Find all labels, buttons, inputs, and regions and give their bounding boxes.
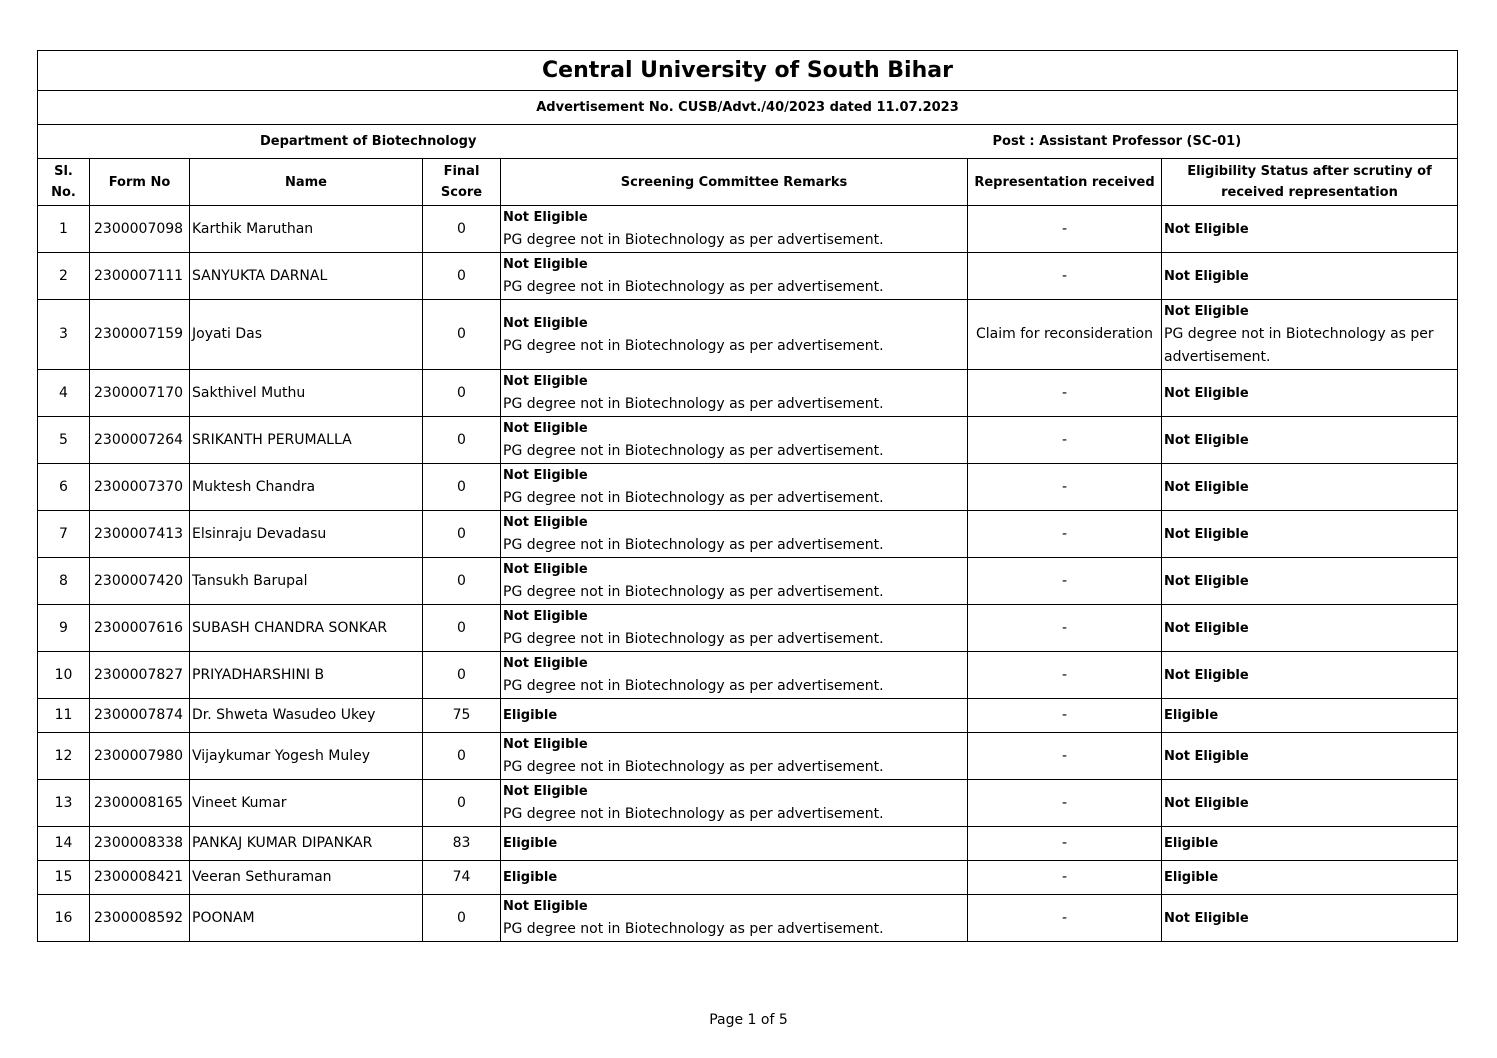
form-number: 2300007264	[90, 417, 190, 464]
screening-remarks	[501, 780, 968, 827]
eligibility-status	[1162, 699, 1458, 733]
final-score: 0	[423, 511, 501, 558]
form-number: 2300007098	[90, 206, 190, 253]
candidate-name: SANYUKTA DARNAL	[190, 253, 423, 300]
status-value: Not Eligible	[1164, 479, 1249, 495]
candidate-name: SRIKANTH PERUMALLA	[190, 417, 423, 464]
post-label: Post : Assistant Professor (SC-01)	[968, 125, 1458, 159]
remark-status: Not Eligible	[503, 656, 588, 671]
table-row	[38, 780, 1458, 827]
candidate-name: PRIYADHARSHINI B	[190, 652, 423, 699]
serial-number: 2	[38, 253, 90, 300]
form-number: 2300008421	[90, 861, 190, 895]
serial-number: 16	[38, 895, 90, 942]
candidate-name: Vijaykumar Yogesh Muley	[190, 733, 423, 780]
form-number: 2300008165	[90, 780, 190, 827]
remark-detail: PG degree not in Biotechnology as per advertisement.	[503, 537, 884, 553]
form-number: 2300008338	[90, 827, 190, 861]
final-score: 0	[423, 605, 501, 652]
table-row	[38, 895, 1458, 942]
serial-number: 4	[38, 370, 90, 417]
form-number: 2300008592	[90, 895, 190, 942]
form-number: 2300007980	[90, 733, 190, 780]
remark-status: Not Eligible	[503, 609, 588, 624]
eligibility-status	[1162, 464, 1458, 511]
col-header-sno	[38, 159, 90, 206]
status-value: Not Eligible	[1164, 795, 1249, 811]
eligibility-status	[1162, 206, 1458, 253]
remark-status: Not Eligible	[503, 899, 588, 914]
representation-received: -	[968, 605, 1162, 652]
serial-number: 11	[38, 699, 90, 733]
remark-detail: PG degree not in Biotechnology as per advertisement.	[503, 631, 884, 647]
representation-received: -	[968, 370, 1162, 417]
table-row	[38, 253, 1458, 300]
screening-remarks	[501, 699, 968, 733]
serial-number: 9	[38, 605, 90, 652]
final-score: 75	[423, 699, 501, 733]
remark-detail: PG degree not in Biotechnology as per advertisement.	[503, 490, 884, 506]
form-number: 2300007420	[90, 558, 190, 605]
col-header-score-line2: Score	[440, 185, 483, 200]
eligibility-status	[1162, 253, 1458, 300]
screening-remarks	[501, 733, 968, 780]
remark-detail: PG degree not in Biotechnology as per advertisement.	[503, 396, 884, 412]
screening-remarks	[501, 206, 968, 253]
table-row	[38, 827, 1458, 861]
serial-number: 1	[38, 206, 90, 253]
candidate-name: Dr. Shweta Wasudeo Ukey	[190, 699, 423, 733]
status-value: Not Eligible	[1164, 304, 1249, 319]
screening-remarks	[501, 558, 968, 605]
department-label: Department of Biotechnology	[38, 125, 968, 159]
col-header-final-score	[423, 159, 501, 206]
col-header-score-line1: Final	[443, 164, 480, 179]
serial-number: 14	[38, 827, 90, 861]
final-score: 0	[423, 558, 501, 605]
col-header-sno-line1: Sl.	[54, 164, 73, 179]
form-number: 2300007111	[90, 253, 190, 300]
table-row	[38, 511, 1458, 558]
candidate-name: Sakthivel Muthu	[190, 370, 423, 417]
candidate-name: Elsinraju Devadasu	[190, 511, 423, 558]
eligibility-status	[1162, 827, 1458, 861]
status-value: Not Eligible	[1164, 910, 1249, 926]
serial-number: 6	[38, 464, 90, 511]
serial-number: 13	[38, 780, 90, 827]
screening-remarks	[501, 300, 968, 370]
eligibility-status	[1162, 861, 1458, 895]
eligibility-status	[1162, 511, 1458, 558]
final-score: 0	[423, 733, 501, 780]
col-header-sno-line2: No.	[51, 185, 76, 200]
status-value: Eligible	[1164, 870, 1219, 885]
remark-status: Not Eligible	[503, 468, 588, 483]
col-header-remarks: Screening Committee Remarks	[501, 159, 968, 206]
candidate-name: Muktesh Chandra	[190, 464, 423, 511]
representation-received: Claim for reconsideration	[968, 300, 1162, 370]
eligibility-status	[1162, 558, 1458, 605]
representation-received: -	[968, 558, 1162, 605]
representation-received: -	[968, 464, 1162, 511]
university-title: Central University of South Bihar	[38, 51, 1458, 91]
remark-detail: PG degree not in Biotechnology as per advertisement.	[503, 279, 884, 295]
form-number: 2300007413	[90, 511, 190, 558]
status-value: Not Eligible	[1164, 748, 1249, 764]
serial-number: 15	[38, 861, 90, 895]
final-score: 83	[423, 827, 501, 861]
serial-number: 3	[38, 300, 90, 370]
table-row	[38, 370, 1458, 417]
eligibility-table	[37, 50, 1458, 942]
status-detail-line2: advertisement.	[1164, 349, 1271, 365]
serial-number: 8	[38, 558, 90, 605]
remark-status: Not Eligible	[503, 515, 588, 530]
screening-remarks	[501, 605, 968, 652]
status-value: Eligible	[1164, 708, 1219, 723]
screening-remarks	[501, 253, 968, 300]
final-score: 0	[423, 206, 501, 253]
table-row	[38, 206, 1458, 253]
screening-remarks	[501, 417, 968, 464]
candidate-name: PANKAJ KUMAR DIPANKAR	[190, 827, 423, 861]
table-row	[38, 300, 1458, 370]
form-number: 2300007170	[90, 370, 190, 417]
candidate-name: Vineet Kumar	[190, 780, 423, 827]
table-row	[38, 652, 1458, 699]
remark-detail: PG degree not in Biotechnology as per advertisement.	[503, 443, 884, 459]
table-row	[38, 699, 1458, 733]
representation-received: -	[968, 733, 1162, 780]
status-value: Not Eligible	[1164, 526, 1249, 542]
representation-received: -	[968, 895, 1162, 942]
table-row	[38, 733, 1458, 780]
final-score: 0	[423, 895, 501, 942]
candidate-name: POONAM	[190, 895, 423, 942]
col-header-status	[1162, 159, 1458, 206]
remark-status: Not Eligible	[503, 257, 588, 272]
remark-detail: PG degree not in Biotechnology as per advertisement.	[503, 337, 884, 354]
final-score: 0	[423, 417, 501, 464]
final-score: 0	[423, 370, 501, 417]
final-score: 0	[423, 253, 501, 300]
remark-status: Not Eligible	[503, 315, 588, 331]
representation-received: -	[968, 861, 1162, 895]
status-value: Not Eligible	[1164, 432, 1249, 448]
remark-detail: PG degree not in Biotechnology as per advertisement.	[503, 232, 884, 248]
screening-remarks	[501, 895, 968, 942]
remark-detail: PG degree not in Biotechnology as per advertisement.	[503, 678, 884, 694]
screening-remarks	[501, 861, 968, 895]
serial-number: 5	[38, 417, 90, 464]
form-number: 2300007874	[90, 699, 190, 733]
form-number: 2300007827	[90, 652, 190, 699]
eligibility-status	[1162, 895, 1458, 942]
representation-received: -	[968, 511, 1162, 558]
screening-remarks	[501, 511, 968, 558]
col-header-status-line1: Eligibility Status after scrutiny of	[1187, 164, 1432, 179]
eligibility-status	[1162, 652, 1458, 699]
table-row	[38, 605, 1458, 652]
eligibility-status	[1162, 780, 1458, 827]
remark-status: Eligible	[503, 836, 558, 851]
status-detail-line1: PG degree not in Biotechnology as per	[1164, 326, 1434, 342]
representation-received: -	[968, 652, 1162, 699]
representation-received: -	[968, 780, 1162, 827]
eligibility-status	[1162, 417, 1458, 464]
final-score: 0	[423, 300, 501, 370]
eligibility-status	[1162, 605, 1458, 652]
screening-remarks	[501, 464, 968, 511]
status-value: Not Eligible	[1164, 221, 1249, 237]
remark-detail: PG degree not in Biotechnology as per advertisement.	[503, 584, 884, 600]
remark-status: Not Eligible	[503, 421, 588, 436]
advertisement-number: Advertisement No. CUSB/Advt./40/2023 dated 11.07.2023	[38, 91, 1458, 125]
eligibility-status	[1162, 300, 1458, 370]
form-number: 2300007370	[90, 464, 190, 511]
serial-number: 12	[38, 733, 90, 780]
representation-received: -	[968, 253, 1162, 300]
column-header-row	[38, 159, 1458, 206]
col-header-form-no: Form No	[90, 159, 190, 206]
status-value: Not Eligible	[1164, 268, 1249, 284]
remark-status: Not Eligible	[503, 562, 588, 577]
form-number: 2300007159	[90, 300, 190, 370]
candidate-name: Joyati Das	[190, 300, 423, 370]
remark-status: Eligible	[503, 708, 558, 723]
table-row	[38, 417, 1458, 464]
serial-number: 7	[38, 511, 90, 558]
screening-remarks	[501, 370, 968, 417]
status-value: Eligible	[1164, 836, 1219, 851]
screening-remarks	[501, 827, 968, 861]
screening-remarks	[501, 652, 968, 699]
remark-detail: PG degree not in Biotechnology as per advertisement.	[503, 759, 884, 775]
candidate-name: Veeran Sethuraman	[190, 861, 423, 895]
col-header-status-line2: received representation	[1221, 185, 1398, 200]
remark-status: Not Eligible	[503, 210, 588, 225]
candidate-name: Tansukh Barupal	[190, 558, 423, 605]
representation-received: -	[968, 206, 1162, 253]
representation-received: -	[968, 827, 1162, 861]
eligibility-status	[1162, 370, 1458, 417]
page-number: Page 1 of 5	[709, 1012, 788, 1028]
status-value: Not Eligible	[1164, 573, 1249, 589]
final-score: 0	[423, 464, 501, 511]
eligibility-status	[1162, 733, 1458, 780]
table-row	[38, 558, 1458, 605]
serial-number: 10	[38, 652, 90, 699]
candidate-name: SUBASH CHANDRA SONKAR	[190, 605, 423, 652]
final-score: 0	[423, 780, 501, 827]
representation-received: -	[968, 417, 1162, 464]
table-row	[38, 464, 1458, 511]
status-value: Not Eligible	[1164, 620, 1249, 636]
table-row	[38, 861, 1458, 895]
remark-status: Not Eligible	[503, 737, 588, 752]
status-value: Not Eligible	[1164, 667, 1249, 683]
final-score: 74	[423, 861, 501, 895]
final-score: 0	[423, 652, 501, 699]
remark-detail: PG degree not in Biotechnology as per advertisement.	[503, 806, 884, 822]
form-number: 2300007616	[90, 605, 190, 652]
col-header-representation: Representation received	[968, 159, 1162, 206]
representation-received: -	[968, 699, 1162, 733]
status-value: Not Eligible	[1164, 385, 1249, 401]
remark-status: Not Eligible	[503, 784, 588, 799]
col-header-name: Name	[190, 159, 423, 206]
remark-status: Eligible	[503, 870, 558, 885]
candidate-name: Karthik Maruthan	[190, 206, 423, 253]
remark-status: Not Eligible	[503, 374, 588, 389]
remark-detail: PG degree not in Biotechnology as per advertisement.	[503, 921, 884, 937]
